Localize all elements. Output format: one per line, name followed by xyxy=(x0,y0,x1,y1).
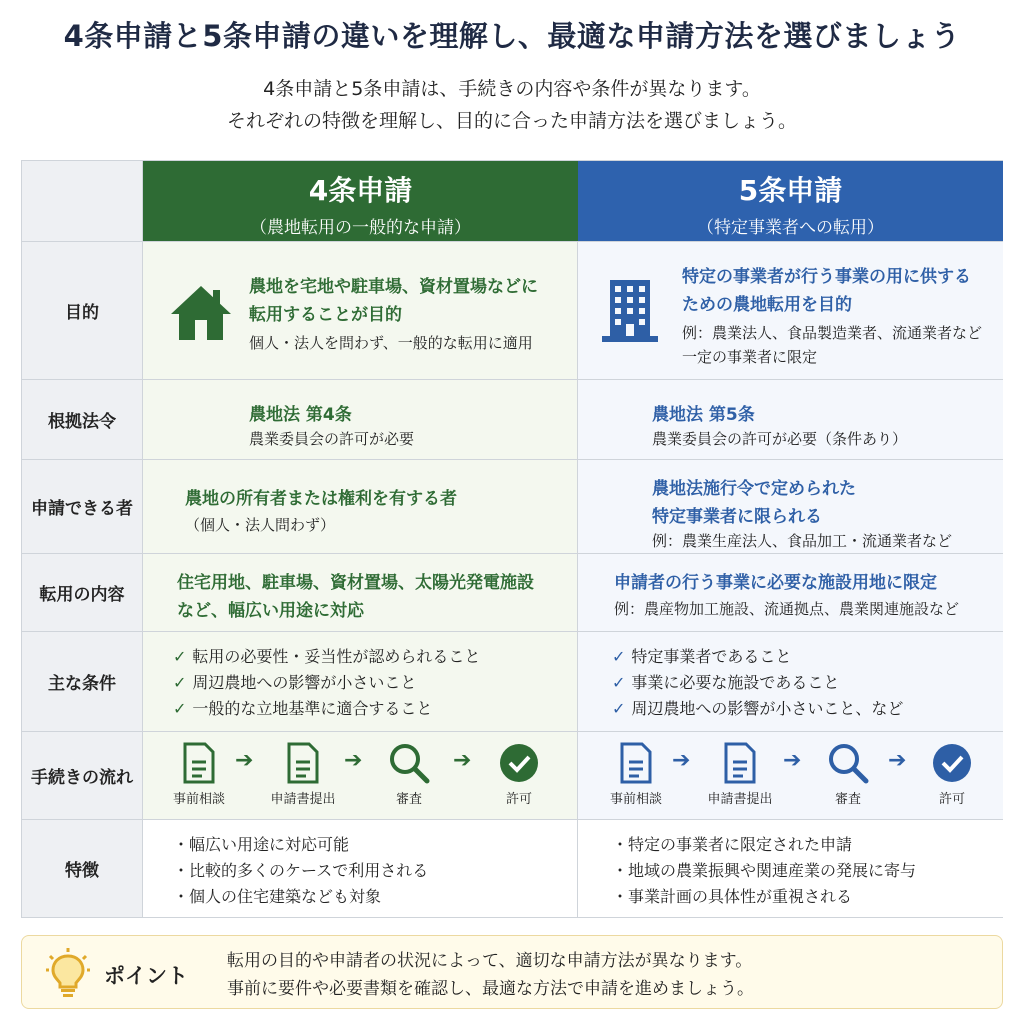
purpose-article5-note-2: 一定の事業者に限定 xyxy=(682,348,818,366)
flow-step-review xyxy=(369,742,449,807)
content-article4-line-2: など、幅広い用途に対応 xyxy=(177,601,364,621)
condition-text: 特定事業者であること xyxy=(631,647,792,666)
check-icon: ✓ xyxy=(612,699,626,718)
law-article4-note: 農業委員会の許可が必要 xyxy=(249,430,415,448)
feature-text: 比較的多くのケースで利用される xyxy=(189,861,429,880)
flow-step-review xyxy=(808,742,888,807)
flow-step-label: 申請書提出 xyxy=(707,792,773,807)
law-article5 xyxy=(578,379,1003,459)
purpose-article4-line-2: 転用することが目的 xyxy=(249,305,402,325)
arrow-right-icon: ➔ xyxy=(783,748,802,773)
row-label-conditions: 主な条件 xyxy=(22,631,143,731)
header-article5 xyxy=(578,161,1003,241)
flow-step-submit xyxy=(263,742,343,807)
applicant-article5 xyxy=(578,459,1003,553)
flow-step-label: 事前相談 xyxy=(609,792,662,807)
header-article4 xyxy=(143,161,578,241)
condition-text: 周辺農地への影響が小さいこと、など xyxy=(631,699,904,718)
comparison-table xyxy=(21,160,1003,918)
purpose-article4-note: 個人・法人を問わず、一般的な転用に適用 xyxy=(249,334,533,352)
flow-step-submit xyxy=(700,742,780,807)
point-text-line-2: 事前に要件や必要書類を確認し、最適な方法で申請を進めましょう。 xyxy=(227,979,754,999)
law-article5-note: 農業委員会の許可が必要（条件あり） xyxy=(652,430,908,448)
document-icon xyxy=(179,742,219,784)
applicant-article4-note: （個人・法人問わず） xyxy=(185,516,336,534)
flow-article5 xyxy=(578,731,1003,819)
header-corner xyxy=(22,161,143,241)
flow-step-label: 許可 xyxy=(505,792,532,807)
flow-step-label: 審査 xyxy=(834,792,861,807)
condition-item xyxy=(173,696,432,719)
feature-item: ・地域の農業振興や関連産業の発展に寄与 xyxy=(612,861,917,880)
features-article4 xyxy=(143,819,578,917)
features-article5 xyxy=(578,819,1003,917)
condition-text: 転用の必要性・妥当性が認められること xyxy=(192,647,481,666)
feature-item: ・比較的多くのケースで利用される xyxy=(173,861,429,880)
feature-item: ・個人の住宅建築なども対象 xyxy=(173,887,382,906)
page-title: 4条申請と5条申請の違いを理解し、最適な申請方法を選びましょう xyxy=(63,19,961,53)
document-icon xyxy=(283,742,323,784)
check-icon: ✓ xyxy=(612,673,626,692)
intro-line-2: それぞれの特徴を理解し、目的に合った申請方法を選びましょう。 xyxy=(226,110,797,132)
condition-item xyxy=(173,644,480,667)
magnifier-icon xyxy=(388,742,430,784)
applicant-article5-line-2: 特定事業者に限られる xyxy=(652,507,822,527)
content-article5-note: 例：農産物加工施設、流通拠点、農業関連施設など xyxy=(614,600,960,618)
flow-step-approval xyxy=(479,742,559,807)
row-label-applicant: 申請できる者 xyxy=(22,459,143,553)
purpose-article5-line-2: ための農地転用を目的 xyxy=(682,295,852,315)
condition-item xyxy=(612,696,903,719)
arrow-right-icon: ➔ xyxy=(344,748,363,773)
law-article4-main: 農地法 第4条 xyxy=(249,405,352,425)
header-article4-subtitle: （農地転用の一般的な申請） xyxy=(250,218,471,238)
condition-text: 一般的な立地基準に適合すること xyxy=(192,699,433,718)
conditions-article5 xyxy=(578,631,1003,731)
purpose-article4-line-1: 農地を宅地や駐車場、資材置場などに xyxy=(249,277,538,297)
purpose-article5-line-1: 特定の事業者が行う事業の用に供する xyxy=(682,267,971,287)
flow-step-approval xyxy=(912,742,992,807)
feature-text: 事業計画の具体性が重視される xyxy=(628,887,853,906)
arrow-right-icon: ➔ xyxy=(235,748,254,773)
check-icon: ✓ xyxy=(173,673,187,692)
purpose-article5 xyxy=(578,241,1003,379)
feature-text: 幅広い用途に対応可能 xyxy=(189,835,350,854)
row-label-law: 根拠法令 xyxy=(22,379,143,459)
check-circle-icon xyxy=(498,742,540,784)
content-article5-main: 申請者の行う事業に必要な施設用地に限定 xyxy=(614,573,937,593)
applicant-article5-line-1: 農地法施行令で定められた xyxy=(652,479,856,499)
law-article4 xyxy=(143,379,578,459)
flow-article4 xyxy=(143,731,578,819)
building-icon xyxy=(600,278,660,344)
arrow-right-icon: ➔ xyxy=(672,748,691,773)
feature-item: ・幅広い用途に対応可能 xyxy=(173,835,350,854)
row-label-content: 転用の内容 xyxy=(22,553,143,631)
applicant-article4 xyxy=(143,459,578,553)
check-icon: ✓ xyxy=(173,647,187,666)
purpose-article5-note-1: 例：農業法人、食品製造業者、流通業者など xyxy=(682,324,983,342)
condition-item xyxy=(612,644,791,667)
house-icon xyxy=(169,284,233,342)
header-article5-subtitle: （特定事業者への転用） xyxy=(697,218,884,238)
condition-item xyxy=(612,670,839,693)
flow-step-consultation xyxy=(159,742,239,807)
magnifier-icon xyxy=(827,742,869,784)
lightbulb-icon xyxy=(46,948,90,998)
applicant-article5-note: 例：農業生産法人、食品加工・流通業者など xyxy=(652,532,953,550)
feature-item: ・事業計画の具体性が重視される xyxy=(612,887,853,906)
flow-step-consultation xyxy=(596,742,676,807)
row-label-features: 特徴 xyxy=(22,819,143,917)
row-label-purpose: 目的 xyxy=(22,241,143,379)
feature-item: ・特定の事業者に限定された申請 xyxy=(612,835,853,854)
document-icon xyxy=(720,742,760,784)
check-icon: ✓ xyxy=(173,699,187,718)
conditions-article4 xyxy=(143,631,578,731)
check-circle-icon xyxy=(931,742,973,784)
content-article4-line-1: 住宅用地、駐車場、資材置場、太陽光発電施設 xyxy=(177,573,534,593)
point-box xyxy=(21,935,1003,1009)
header-article5-title: 5条申請 xyxy=(738,174,843,207)
point-label: ポイント xyxy=(104,964,188,988)
check-icon: ✓ xyxy=(612,647,626,666)
flow-step-label: 許可 xyxy=(938,792,965,807)
arrow-right-icon: ➔ xyxy=(888,748,907,773)
header-article4-title: 4条申請 xyxy=(308,174,413,207)
feature-text: 特定の事業者に限定された申請 xyxy=(628,835,853,854)
feature-text: 個人の住宅建築なども対象 xyxy=(189,887,382,906)
point-text-line-1: 転用の目的や申請者の状況によって、適切な申請方法が異なります。 xyxy=(227,951,753,971)
condition-item xyxy=(173,670,416,693)
flow-step-label: 事前相談 xyxy=(172,792,225,807)
flow-step-label: 審査 xyxy=(395,792,422,807)
content-article5 xyxy=(578,553,1003,631)
applicant-article4-main: 農地の所有者または権利を有する者 xyxy=(185,489,457,509)
row-label-flow: 手続きの流れ xyxy=(22,731,143,819)
flow-step-label: 申請書提出 xyxy=(270,792,336,807)
document-icon xyxy=(616,742,656,784)
arrow-right-icon: ➔ xyxy=(453,748,472,773)
purpose-article4 xyxy=(143,241,578,379)
content-article4 xyxy=(143,553,578,631)
condition-text: 事業に必要な施設であること xyxy=(631,673,840,692)
law-article5-main: 農地法 第5条 xyxy=(652,405,755,425)
intro-line-1: 4条申請と5条申請は、手続きの内容や条件が異なります。 xyxy=(263,78,761,100)
feature-text: 地域の農業振興や関連産業の発展に寄与 xyxy=(628,861,917,880)
condition-text: 周辺農地への影響が小さいこと xyxy=(192,673,417,692)
